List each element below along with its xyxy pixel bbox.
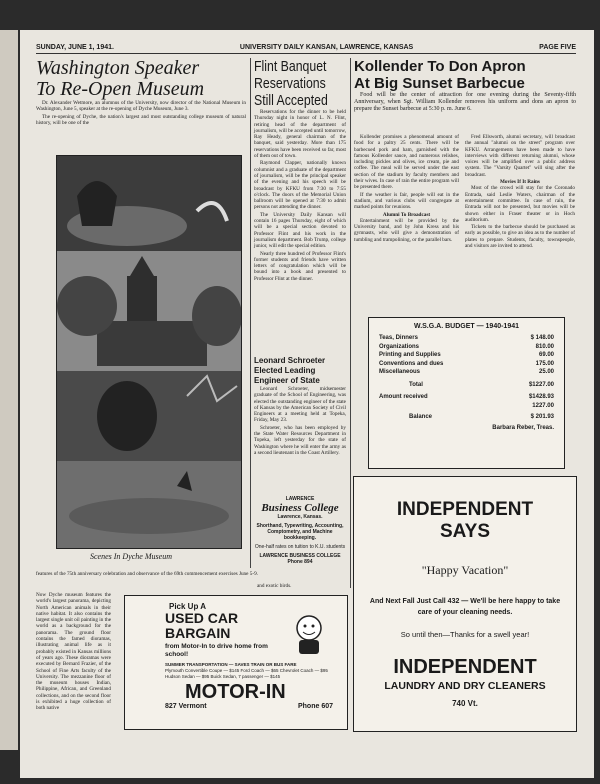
car-ad-footer <box>165 703 333 710</box>
adjacent-page-edge <box>0 30 18 750</box>
kollender-column-2 <box>465 134 575 250</box>
business-ad-rates: One-half rates on tuition to K.U. students <box>254 544 346 550</box>
car-ad-bargain-2: BARGAIN <box>165 625 231 641</box>
museum-headline-2: To Re-Open Museum <box>36 78 205 100</box>
masthead-date: SUNDAY, JUNE 1, 1941. <box>36 44 114 51</box>
car-ad-drive: from Motor-In to drive home from school! <box>165 643 268 658</box>
budget-received-less-row <box>369 402 564 411</box>
schroeter-headline-2: Elected Leading <box>254 366 316 375</box>
schroeter-article <box>254 356 346 457</box>
budget-value: 25.00 <box>538 369 554 375</box>
car-ad-pick-up: Pick Up A <box>169 602 207 611</box>
budget-value: 69.00 <box>538 352 554 358</box>
budget-title: W.S.G.A. BUDGET — 1940-1941 <box>413 323 520 330</box>
budget-total-row <box>369 381 564 390</box>
car-ad-bargain-1: USED CAR <box>165 610 239 626</box>
schroeter-paragraph-1: Leonard Schroeter, midsemester graduate of the School of Engineering, was elected the outstanding engineer of the state of Kansas by the American Society of Civil Engineers at a meeting held at Topeka, Friday, May 23. <box>254 386 346 424</box>
schroeter-headline-1: Leonard Schroeter <box>254 356 326 365</box>
budget-label: Teas, Dinners <box>379 335 418 341</box>
business-college-ad <box>254 496 346 580</box>
museum-continued-tail: and exotic birds. <box>257 583 292 589</box>
kollender-col1-paragraph-2: If the weather is fair, people will eat in the stadium, and various clubs will congregate at marked points for reunions. <box>354 191 459 211</box>
budget-row <box>369 343 564 352</box>
museum-continued-text: features of the 75th anniversary celebration and observance of the 69th commencement exercises June 5-9. <box>36 571 258 577</box>
kollender-col2-paragraph-3: Tickets to the barbecue should be purchased as early as possible, to give an idea as to the number of plates to prepare. Students, faculty, townspeople, and visitors are invited to attend. <box>465 224 575 250</box>
budget-row <box>369 351 564 360</box>
independent-address: 740 Vt. <box>452 699 478 708</box>
banquet-headline-1: Flint Banquet <box>254 58 327 75</box>
budget-value: $ 148.00 <box>530 335 554 341</box>
budget-total: $1227.00 <box>528 381 554 388</box>
masthead-paper: UNIVERSITY DAILY KANSAN, LAWRENCE, KANSAS <box>239 44 414 51</box>
museum-headline-1: Washington Speaker <box>36 57 200 79</box>
budget-received-label: Amount received <box>379 394 428 400</box>
budget-balance: $ 201.93 <box>530 414 554 420</box>
kollender-subhead-2: Movies If It Rains <box>500 179 540 186</box>
column-rule-2 <box>350 58 351 588</box>
banquet-paragraph-3: The University Daily Kansan will contain 16 pages Thursday, eight of which will be a special section devoted to Professor Flint and his work in the journalism department. Bob Trump, college junior, will edit the special edition. <box>254 211 346 250</box>
museum-paragraph-1: Dr. Alexander Wetmore, an alumnus of the University, now director of the National Museum in Washington, June 5, speaker at the re-opening of Dyche Museum, June 3. <box>36 100 246 113</box>
cartoon-mascot-icon <box>285 610 333 658</box>
budget-row <box>369 368 564 377</box>
kollender-headline-1: Kollender To Don Apron <box>354 58 526 75</box>
budget-received-row <box>369 393 564 402</box>
independent-name-1: INDEPENDENT <box>393 656 537 678</box>
budget-total-label: Total <box>409 381 423 388</box>
kollender-headline-2: At Big Sunset Barbecue <box>354 75 525 92</box>
budget-balance-row <box>369 413 564 422</box>
banquet-paragraph-2: Raymond Clapper, nationally known columnist and a graduate of the department of journalism, will be the principal speaker of the evening and his speech will be broadcast by KFKU from 7:30 to 7:55 o'clock. The doors of the Memorial Union ballroom will be opened at 7:30 to admit persons not attending the dinner. <box>254 160 346 211</box>
independent-laundry-ad <box>353 476 577 732</box>
independent-top-2: SAYS <box>440 521 490 542</box>
independent-name-2: LAUNDRY AND DRY CLEANERS <box>384 680 546 692</box>
museum-scenes-image <box>57 156 241 548</box>
wsga-budget-box <box>368 317 565 469</box>
budget-label: Printing and Supplies <box>379 352 441 358</box>
budget-value: 810.00 <box>535 343 554 350</box>
independent-thanks: So until then—Thanks for a swell year! <box>400 630 530 639</box>
budget-row <box>369 334 564 343</box>
car-ad-cars: Plymouth Convertible Coupe — $145 Ford Coach — $65 Chevrolet Coach — $95 Hudson Sedan — $95 Buick Sedan, 7 passenger — $145 <box>165 668 328 679</box>
budget-treasurer: Barbara Reber, Treas. <box>492 424 554 431</box>
kollender-column-1 <box>354 134 459 244</box>
budget-received-less: 1227.00 <box>532 402 554 409</box>
business-ad-phone: Phone 894 <box>287 559 313 565</box>
budget-row <box>369 360 564 369</box>
museum-photo-montage <box>56 155 242 549</box>
kollender-col2-paragraph-2: Most of the crowd will stay for the Coronado Entrada, said Leslie Waters, chairman of the entertainment committee. In case of rain, the Entrada will not be presented, but movies will be shown either in Fraser theater or in Hoch auditorium. <box>465 185 575 223</box>
budget-label: Miscellaneous <box>379 369 421 375</box>
column-rule-1 <box>250 58 251 568</box>
banquet-paragraph-1: Reservations for the dinner to be held Thursday night in honor of L. N. Flint, retiring head of the department of journalism, will be accepted until tomorrow, Ray Heady, general chairman of the banquet, said yesterday. More than 175 reservations have been received so far, most of them out of town. <box>254 109 347 160</box>
independent-quote: "Happy Vacation" <box>421 563 509 577</box>
kollender-col2-paragraph-1: Fred Ellsworth, alumni secretary, will broadcast the annual "alumni on the street" program over KFKU. Arrangements have been made to have interviews with different returning alumni, whose voices will be amplified over a public address system. The "Varsity Quartet" will sing after the broadcast. <box>465 134 575 178</box>
museum-paragraph-2: The re-opening of Dyche, the nation's largest and most outstanding college museum of natural history, will be one of the <box>36 113 246 126</box>
independent-top-1: INDEPENDENT <box>396 499 534 520</box>
car-ad-address: 827 Vermont <box>165 703 207 710</box>
kollender-col1-paragraph-1: Kollender promises a phenomenal amount of food for a paltry 25 cents. There will be barbecued pork and ham, garnished with the famous Kollender sauce, and numerous relishes, including pickles and olives, ice cream, pie and coffee. The meal will be served under the east section of the stadium by faculty members and their wives. In case of rain the entire program will be presented there. <box>354 134 459 191</box>
budget-label: Organizations <box>379 343 420 350</box>
car-ad-summer: SUMMER TRANSPORTATION — SAVES TRAIN OR BUS FARE <box>165 662 297 667</box>
newspaper-page <box>20 30 594 778</box>
budget-label: Conventions and dues <box>379 360 444 367</box>
business-ad-name: Business College <box>261 502 339 514</box>
motor-in-ad <box>124 595 348 730</box>
business-ad-footer: LAWRENCE BUSINESS COLLEGE <box>259 553 341 559</box>
business-ad-top: LAWRENCE <box>285 496 315 502</box>
kollender-subhead: Alumni To Broadcast <box>382 211 431 218</box>
kollender-col1-paragraph-3: Entertainment will be provided by the University band, and by John Kress and his gymnasts, who will give a demonstration of tumbling and trampolining, or the parallel bars. <box>354 217 459 243</box>
museum-bottom-column: Now Dyche museum features the world's largest panorama, depicting North American animals in their native habitat. It also contains the largest single unit oil painting in the world as a background for the panorama. The ground floor contains the famed dioramas, illustrating animal life as it probably existed in Kansas millions of years ago. These dioramas were executed by Bernard Frazier, of the School of Fine Arts faculty of the University. The mezzanine floor of the museum houses Indian, Philippine, African, and Greenland collections, and on the second floor is exhibited a huge collection of both native <box>36 592 111 712</box>
museum-caption: Scenes In Dyche Museum <box>90 552 172 561</box>
business-ad-courses: Shorthand, Typewriting, Accounting, Comptometry, and Machine bookkeeping. <box>256 523 344 541</box>
schroeter-headline-3: Engineer of State <box>254 376 320 385</box>
banquet-article <box>254 58 346 283</box>
budget-balance-label: Balance <box>409 414 433 420</box>
banquet-headline-2: Reservations <box>254 75 326 92</box>
banquet-paragraph-4: Nearly three hundred of Professor Flint's former students and friends have written letters of congratulation which will be bound into a book and presented to Professor Flint at the dinner. <box>254 250 346 282</box>
kollender-article <box>354 58 576 114</box>
banquet-headline-3: Still Accepted <box>254 92 328 109</box>
masthead-page: PAGE FIVE <box>539 44 576 51</box>
car-ad-phone: Phone 607 <box>297 703 333 710</box>
schroeter-paragraph-2: Schroeter, who has been employed by the State Water Resources Department in Topeka, left yesterday for the state of Washington where he will enter the army as a second lieutenant in the Coast Artillery. <box>254 424 346 456</box>
masthead <box>36 44 576 54</box>
budget-value: 175.00 <box>535 360 554 367</box>
independent-call: And Next Fall Just Call 432 — We'll be here happy to take care of your cleaning needs. <box>369 598 561 616</box>
kollender-lead: Food will be the center of attraction for one evening during the Seventy-fifth Anniversary, when Sgt. William Kollender removes his uniform and dons an apron to prepare the Sunset barbecue at 5:30 p. m. June 6. <box>354 92 576 112</box>
museum-article <box>36 58 246 127</box>
business-ad-city: Lawrence, Kansas. <box>277 514 323 520</box>
budget-received: $1428.93 <box>528 394 554 400</box>
car-ad-name: MOTOR-IN <box>185 681 286 703</box>
